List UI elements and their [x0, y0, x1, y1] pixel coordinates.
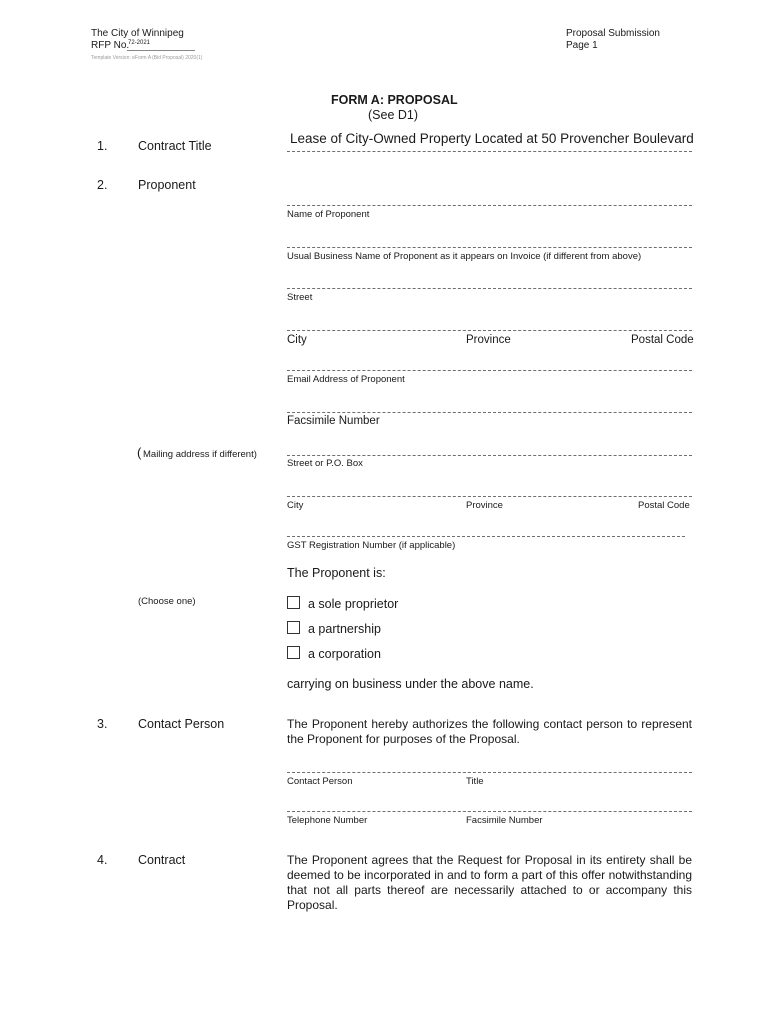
- sole-proprietor-checkbox[interactable]: [287, 596, 300, 609]
- section-4-label: Contract: [138, 853, 186, 867]
- form-subtitle: (See D1): [368, 108, 419, 122]
- mailing-street-line[interactable]: [287, 455, 692, 456]
- section-1-label: Contract Title: [138, 139, 212, 153]
- section-3-number: 3.: [97, 717, 108, 731]
- usual-name-line[interactable]: [287, 247, 692, 248]
- proponent-name-line[interactable]: [287, 205, 692, 206]
- section-2-label: Proponent: [138, 178, 196, 192]
- mailing-city-caption: City: [287, 500, 304, 511]
- choose-one-label: (Choose one): [138, 596, 196, 607]
- mailing-street-caption: Street or P.O. Box: [287, 458, 363, 469]
- contract-title-line: [287, 151, 692, 152]
- rfp-number-line: [127, 50, 195, 51]
- form-title: FORM A: PROPOSAL: [331, 93, 458, 107]
- proponent-is-label: The Proponent is:: [287, 566, 386, 580]
- email-caption: Email Address of Proponent: [287, 374, 405, 385]
- city-line[interactable]: [287, 330, 692, 331]
- city-caption: City: [287, 334, 307, 346]
- usual-name-caption: Usual Business Name of Proponent as it appears on Invoice (if different from above): [287, 251, 642, 262]
- section-4-number: 4.: [97, 853, 108, 867]
- mailing-city-line[interactable]: [287, 496, 692, 497]
- section-1-number: 1.: [97, 139, 108, 153]
- page-number: Page 1: [566, 40, 598, 51]
- mailing-paren: (: [137, 445, 142, 460]
- contact-person-caption: Contact Person: [287, 776, 353, 787]
- carrying-on-text: carrying on business under the above name.: [287, 677, 534, 691]
- contract-title-value[interactable]: Lease of City-Owned Property Located at 50 Provencher Boulevard: [290, 131, 694, 146]
- section-3-label: Contact Person: [138, 717, 225, 731]
- section-2-number: 2.: [97, 178, 108, 192]
- street-caption: Street: [287, 292, 313, 303]
- contact-fax-caption: Facsimile Number: [466, 815, 543, 826]
- gst-line[interactable]: [287, 536, 685, 537]
- contact-person-text: The Proponent hereby authorizes the following contact person to represent the Proponent for purposes of the Proposal.: [287, 717, 692, 746]
- postal-code-caption: Postal Code: [631, 334, 694, 346]
- city-name: The City of Winnipeg: [91, 28, 184, 39]
- email-line[interactable]: [287, 370, 692, 371]
- proponent-name-caption: Name of Proponent: [287, 209, 370, 220]
- fax-caption: Facsimile Number: [287, 415, 380, 427]
- contact-person-line[interactable]: [287, 772, 692, 773]
- mailing-address-label: Mailing address if different): [143, 449, 257, 460]
- contract-text: The Proponent agrees that the Request for Proposal in its entirety shall be deemed to be incorporated in and to form a part of this offer notwithstanding that not all parts thereof are necessarily attached to or accompany this Proposal.: [287, 853, 692, 912]
- header-right-title: Proposal Submission: [566, 28, 660, 39]
- corporation-label: a corporation: [308, 647, 381, 661]
- street-line[interactable]: [287, 288, 692, 289]
- province-caption: Province: [466, 334, 511, 346]
- mailing-province-caption: Province: [466, 500, 503, 511]
- contact-title-caption: Title: [466, 776, 484, 787]
- partnership-checkbox[interactable]: [287, 621, 300, 634]
- corporation-checkbox[interactable]: [287, 646, 300, 659]
- telephone-caption: Telephone Number: [287, 815, 368, 826]
- fax-line[interactable]: [287, 412, 692, 413]
- mailing-postal-caption: Postal Code: [638, 500, 690, 511]
- template-version: Template Version: eForm A (Bid Proposal) 2020(1): [91, 55, 203, 61]
- rfp-number: 72-2021: [128, 40, 151, 46]
- sole-proprietor-label: a sole proprietor: [308, 597, 399, 611]
- gst-caption: GST Registration Number (if applicable): [287, 540, 456, 551]
- partnership-label: a partnership: [308, 622, 381, 636]
- rfp-label: RFP No.: [91, 40, 130, 51]
- contact-phone-line[interactable]: [287, 811, 692, 812]
